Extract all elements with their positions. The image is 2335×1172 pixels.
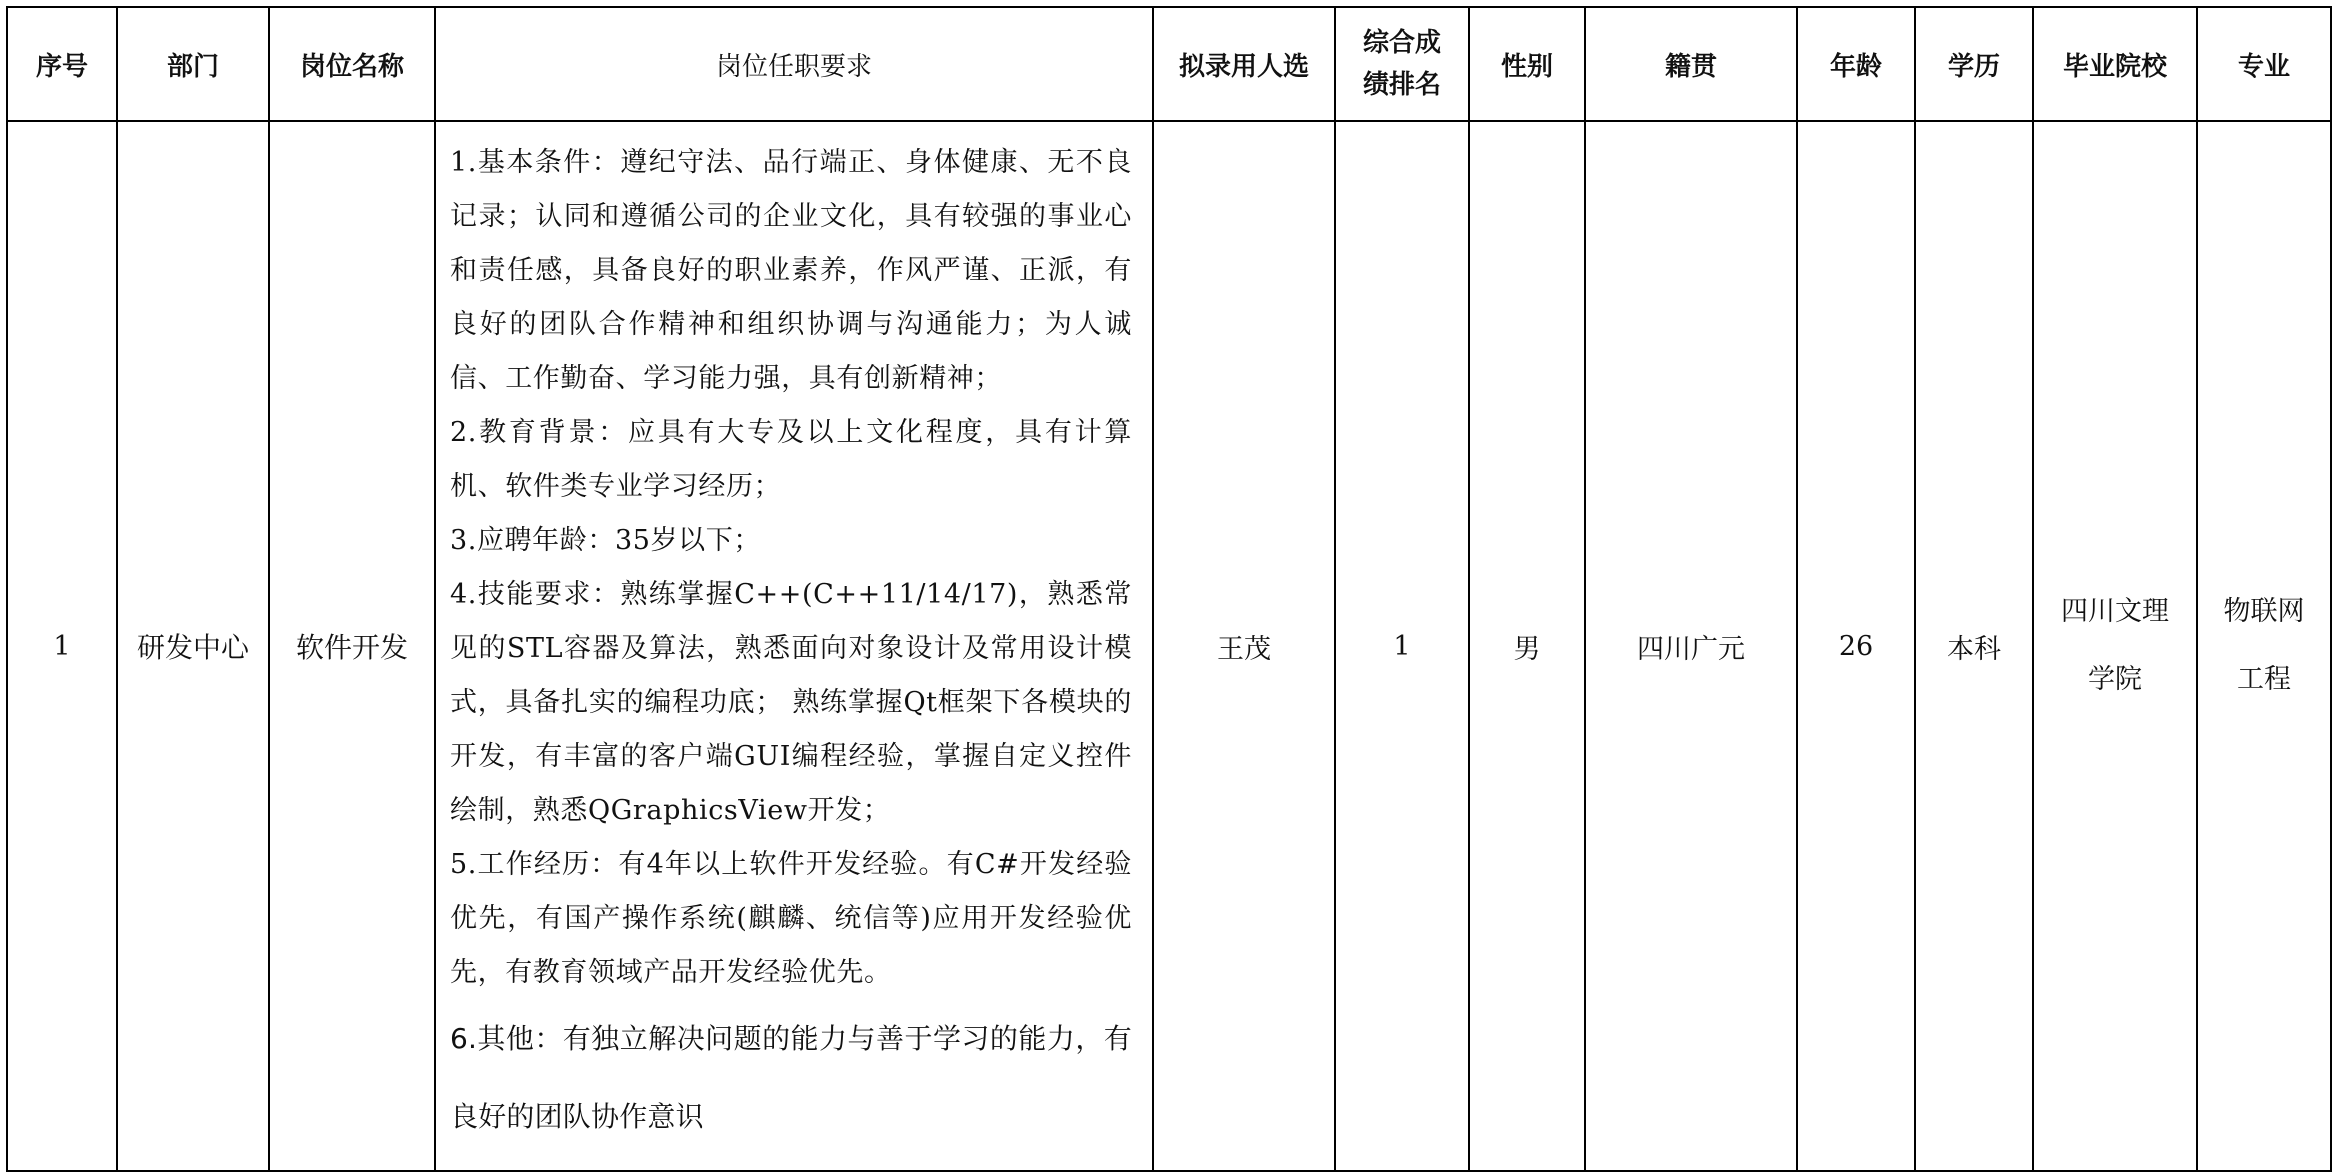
recruitment-table [6, 6, 2332, 1172]
cell-candidate: 王茂 [1153, 121, 1335, 1171]
cell-position: 软件开发 [269, 121, 435, 1171]
table-row [7, 121, 2331, 1171]
header-seq: 序号 [7, 7, 117, 121]
major-label: 物联网工程 [2223, 596, 2305, 695]
header-gender: 性别 [1469, 7, 1585, 121]
header-row [7, 7, 2331, 121]
cell-seq: 1 [7, 121, 117, 1171]
requirement-item: 6.其他：有独立解决问题的能力与善于学习的能力，有良好的团队协作意识 [450, 1022, 1132, 1133]
header-rank [1335, 7, 1469, 121]
requirement-item: 4.技能要求：熟练掌握C++(C++11/14/17)，熟悉常见的STL容器及算法，熟悉面向对象设计及常用设计模式，具备扎实的编程功底； 熟练掌握Qt框架下各模块的开发，有丰富的客户端GUI编程经验，掌握自定义控件绘制，熟悉QGraphicsView开发； [450, 579, 1132, 826]
header-school: 毕业院校 [2033, 7, 2197, 121]
header-origin: 籍贯 [1585, 7, 1797, 121]
cell-dept: 研发中心 [117, 121, 269, 1171]
requirement-item: 5.工作经历：有4年以上软件开发经验。有C#开发经验优先，有国产操作系统(麒麟、统信等)应用开发经验优先，有教育领域产品开发经验优先。 [450, 849, 1132, 988]
recruitment-table-container [6, 6, 2330, 1158]
header-candidate: 拟录用人选 [1153, 7, 1335, 121]
school-label: 四川文理学院 [2061, 596, 2169, 695]
header-position: 岗位名称 [269, 7, 435, 121]
header-rank-label: 综合成绩排名 [1362, 28, 1441, 100]
header-dept: 部门 [117, 7, 269, 121]
requirement-item: 2.教育背景：应具有大专及以上文化程度，具有计算机、软件类专业学习经历； [450, 417, 1132, 502]
header-major: 专业 [2197, 7, 2331, 121]
cell-requirements [435, 121, 1153, 1171]
header-education: 学历 [1915, 7, 2033, 121]
cell-rank: 1 [1335, 121, 1469, 1171]
cell-gender: 男 [1469, 121, 1585, 1171]
requirement-item: 3.应聘年龄：35岁以下； [450, 525, 761, 556]
header-age: 年龄 [1797, 7, 1915, 121]
cell-major [2197, 121, 2331, 1171]
requirement-item: 1.基本条件：遵纪守法、品行端正、身体健康、无不良记录；认同和遵循公司的企业文化，具有较强的事业心和责任感，具备良好的职业素养，作风严谨、正派，有良好的团队合作精神和组织协调与沟通能力；为人诚信、工作勤奋、学习能力强，具有创新精神； [450, 147, 1132, 394]
cell-education: 本科 [1915, 121, 2033, 1171]
cell-age: 26 [1797, 121, 1915, 1171]
header-requirements: 岗位任职要求 [435, 7, 1153, 121]
cell-origin: 四川广元 [1585, 121, 1797, 1171]
cell-school [2033, 121, 2197, 1171]
